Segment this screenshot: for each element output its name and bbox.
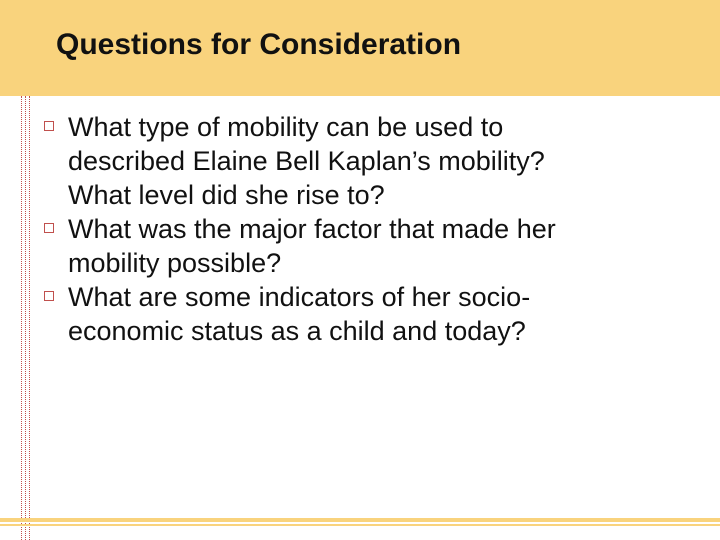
hollow-square-bullet-icon <box>44 121 54 131</box>
bullet-line: described Elaine Bell Kaplan’s mobility? <box>68 146 545 176</box>
hollow-square-bullet-icon <box>44 291 54 301</box>
bottom-line <box>0 524 720 526</box>
bullet-item <box>44 110 704 212</box>
bottom-band <box>0 518 720 522</box>
bullet-item <box>44 212 704 280</box>
bullet-line: What type of mobility can be used to <box>68 112 504 142</box>
bullet-line: What are some indicators of her socio- <box>68 282 531 312</box>
bullet-line: What level did she rise to? <box>68 180 385 210</box>
dotted-rule <box>29 96 31 540</box>
bullet-line: mobility possible? <box>68 248 282 278</box>
slide-title: Questions for Consideration <box>56 28 462 61</box>
bullet-line: economic status as a child and today? <box>68 316 526 346</box>
bullet-list <box>44 110 704 348</box>
dotted-rule <box>25 96 27 540</box>
bullet-item <box>44 280 704 348</box>
dotted-rule <box>21 96 23 540</box>
bullet-line: What was the major factor that made her <box>68 214 556 244</box>
hollow-square-bullet-icon <box>44 223 54 233</box>
